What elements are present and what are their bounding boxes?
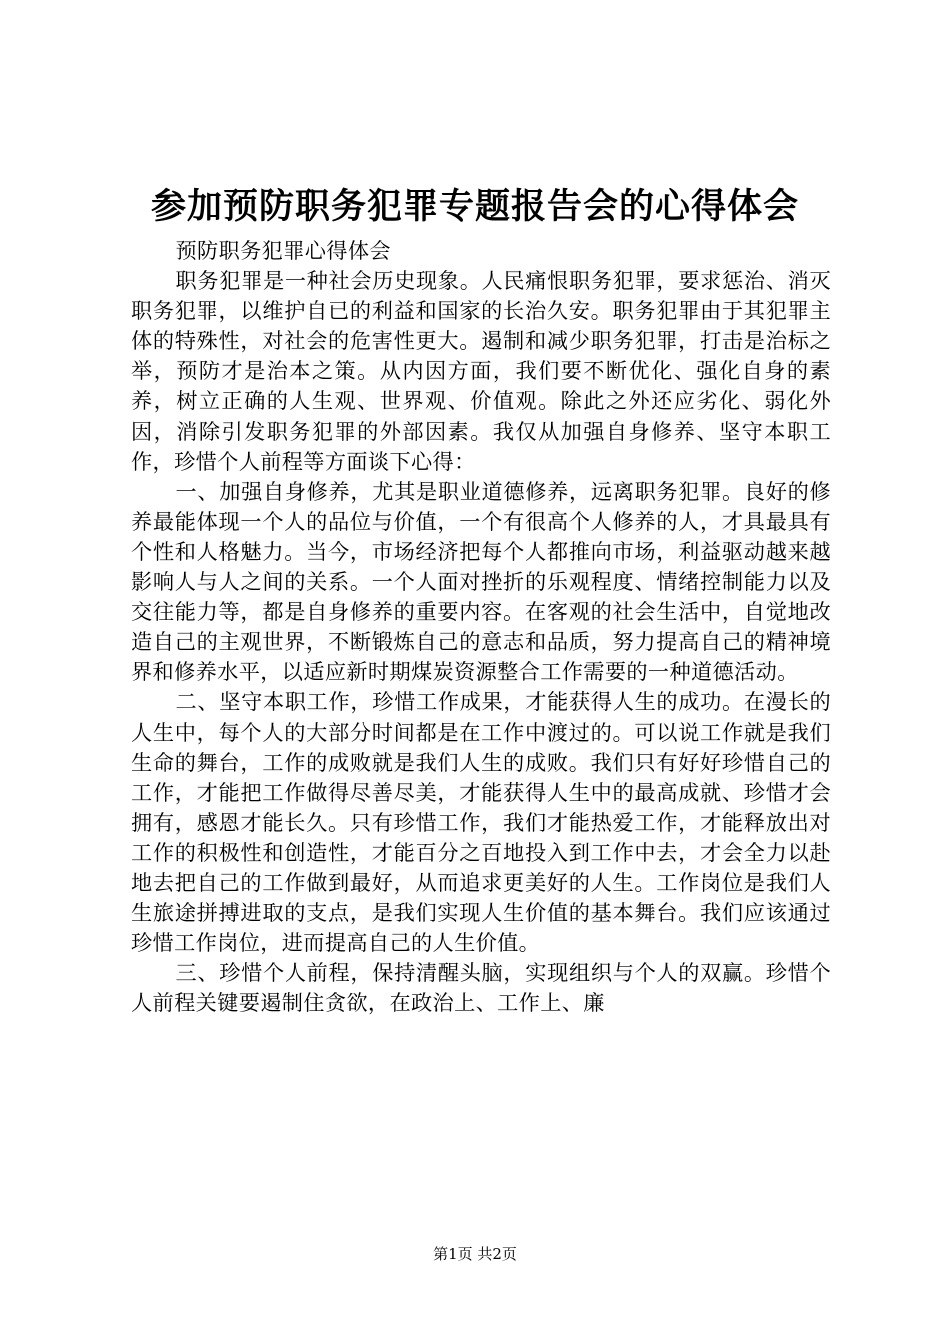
document-body: [131, 236, 831, 1018]
page-indicator: 第1页 共2页: [433, 1245, 517, 1263]
paragraph-section-three: 三、珍惜个人前程，保持清醒头脑，实现组织与个人的双赢。珍惜个人前程关键要遏制住贪欲，在政治上、工作上、廉: [131, 960, 831, 1016]
paragraph-intro: 职务犯罪是一种社会历史现象。人民痛恨职务犯罪，要求惩治、消灭职务犯罪，以维护自已的利益和国家的长治久安。职务犯罪由于其犯罪主体的特殊性，对社会的危害性更大。遏制和减少职务犯罪，打击是治标之举，预防才是治本之策。从内因方面，我们要不断优化、强化自身的素养，树立正确的人生观、世界观、价值观。除此之外还应劣化、弱化外因，消除引发职务犯罪的外部因素。我仅从加强自身修养、坚守本职工作，珍惜个人前程等方面谈下心得：: [131, 268, 831, 474]
paragraph-section-one: 一、加强自身修养，尤其是职业道德修养，远离职务犯罪。良好的修养最能体现一个人的品位与价值，一个有很高个人修养的人，才具最具有个性和人格魅力。当今，市场经济把每个人都推向市场，利益驱动越来越影响人与人之间的关系。一个人面对挫折的乐观程度、情绪控制能力以及交往能力等，都是自身修养的重要内容。在客观的社会生活中，自觉地改造自己的主观世界，不断锻炼自己的意志和品质，努力提高自己的精神境界和修养水平，以适应新时期煤炭资源整合工作需要的一种道德活动。: [131, 478, 831, 685]
document-title: 参加预防职务犯罪专题报告会的心得体会: [150, 186, 799, 227]
page-footer: [0, 1244, 950, 1264]
document-subtitle: 预防职务犯罪心得体会: [175, 238, 391, 263]
paragraph-section-two: 二、坚守本职工作，珍惜工作成果，才能获得人生的成功。在漫长的人生中，每个人的大部分时间都是在工作中渡过的。可以说工作就是我们生命的舞台，工作的成败就是我们人生的成败。我们只有好好珍惜自己的工作，才能把工作做得尽善尽美，才能获得人生中的最高成就、珍惜才会拥有，感恩才能长久。只有珍惜工作，我们才能热爱工作，才能释放出对工作的积极性和创造性，才能百分之百地投入到工作中去，才会全力以赴地去把自己的工作做到最好，从而追求更美好的人生。工作岗位是我们人生旅途拼搏进取的支点，是我们实现人生价值的基本舞台。我们应该通过珍惜工作岗位，进而提高自己的人生价值。: [131, 689, 831, 956]
